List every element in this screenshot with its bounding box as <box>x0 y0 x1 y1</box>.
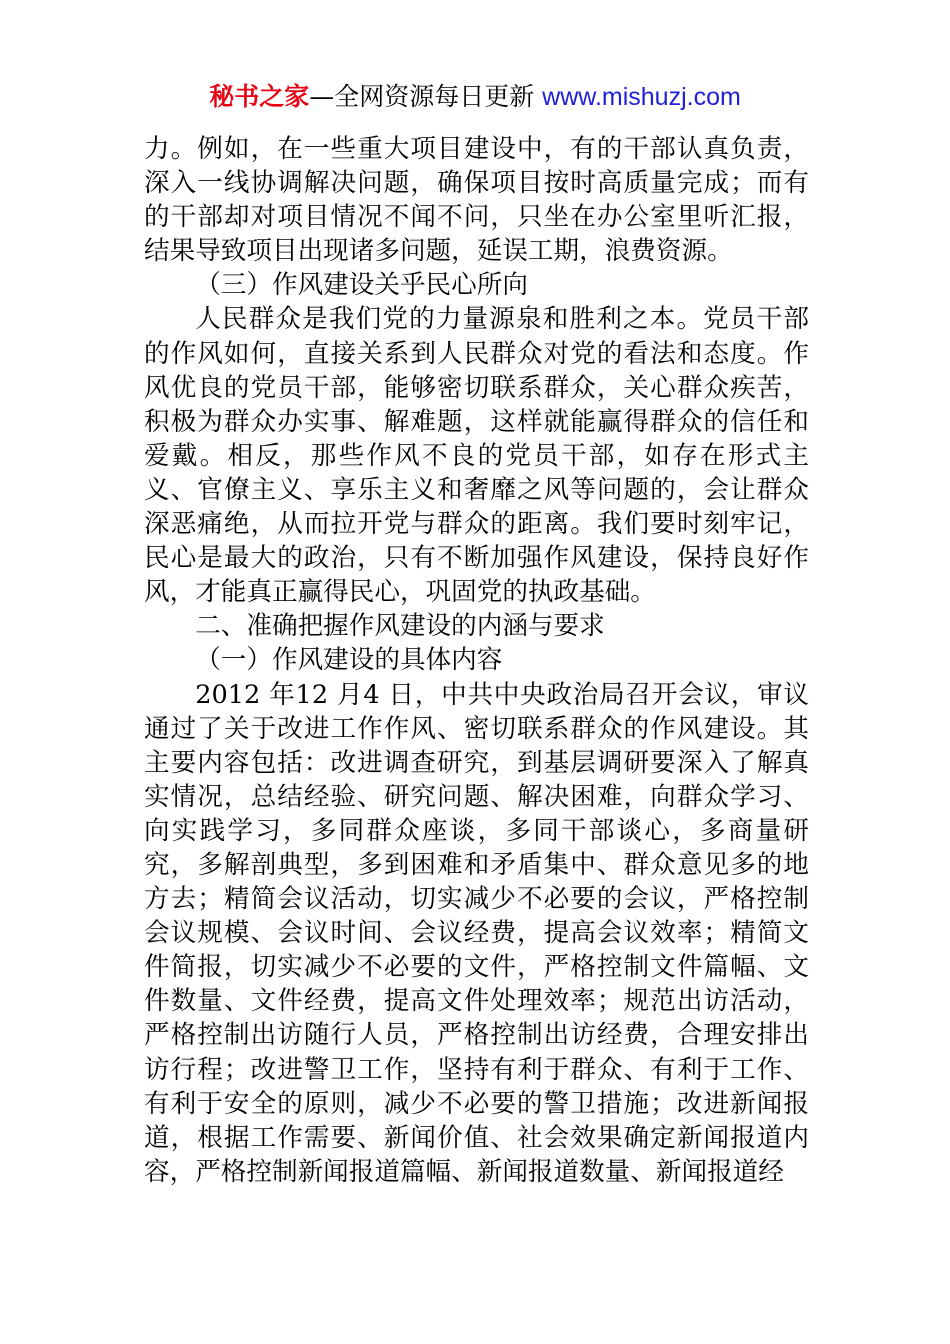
section-heading-er: 二、准确把握作风建设的内涵与要求 <box>195 611 605 642</box>
paragraph-content-text: 日，中共中央政治局召开会议，审议通过了关于改进工作作风、密切联系群众的作风建设。其主要内容包括：改进调查研究，到基层调研要深入了解真实情况，总结经验、研究问题、解决困难，向群众学习、向实践学习，多同群众座谈，多同干部谈心，多商量研究，多解剖典型，多到困难和矛盾集中、群众意见多的地方去；精简会议活动，切实减少不必要的会议，严格控制会议规模、会议时间、会议经费，提高会议效率；精简文件简报，切实减少不必要的文件，严格控制文件篇幅、文件数量、文件经费，提高文件处理效率；规范出访活动，严格控制出访随行人员，严格控制出访经费，合理安排出访行程；改进警卫工作，坚持有利于群众、有利于工作、有利于安全的原则，减少不必要的警卫措施；改进新闻报道，根据工作需要、新闻价值、社会效果确定新闻报道内容，严格控制新闻报道篇幅、新闻报道数量、新闻报道经 <box>144 679 809 1187</box>
header-brand: 秘书之家 <box>209 82 310 111</box>
date-day: 4 <box>363 679 380 710</box>
paragraph-minxin: 人民群众是我们党的力量源泉和胜利之本。党员干部的作风如何，直接关系到人民群众对党的看法和态度。作风优良的党员干部，能够密切联系群众，关心群众疾苦，积极为群众办实事、解难题，这样就能赢得群众的信任和爱戴。相反，那些作风不良的党员干部，如存在形式主义、官僚主义、享乐主义和奢靡之风等问题的，会让群众深恶痛绝，从而拉开党与群众的距离。我们要时刻牢记，民心是最大的政治，只有不断加强作风建设，保持良好作风，才能真正赢得民心，巩固党的执政基础。 <box>144 304 809 608</box>
document-body <box>144 132 809 1189</box>
paragraph-continued: 力。例如，在一些重大项目建设中，有的干部认真负责，深入一线协调解决问题，确保项目按时高质量完成；而有的干部却对项目情况不闻不问，只坐在办公室里听汇报，结果导致项目出现诸多问题，延误工期，浪费资源。 <box>144 134 809 267</box>
page-header <box>0 80 950 114</box>
date-month: 12 <box>295 679 329 710</box>
header-url-link[interactable]: www.mishuzj.com <box>542 83 741 111</box>
header-slogan: —全网资源每日更新 <box>309 82 543 111</box>
date-nian: 年 <box>269 679 296 710</box>
subheading-yi: （一）作风建设的具体内容 <box>195 645 503 676</box>
date-year: 2012 <box>195 679 261 710</box>
date-yue: 月 <box>336 679 364 710</box>
paragraph-content <box>144 678 809 1189</box>
subheading-san: （三）作风建设关乎民心所向 <box>195 270 528 301</box>
